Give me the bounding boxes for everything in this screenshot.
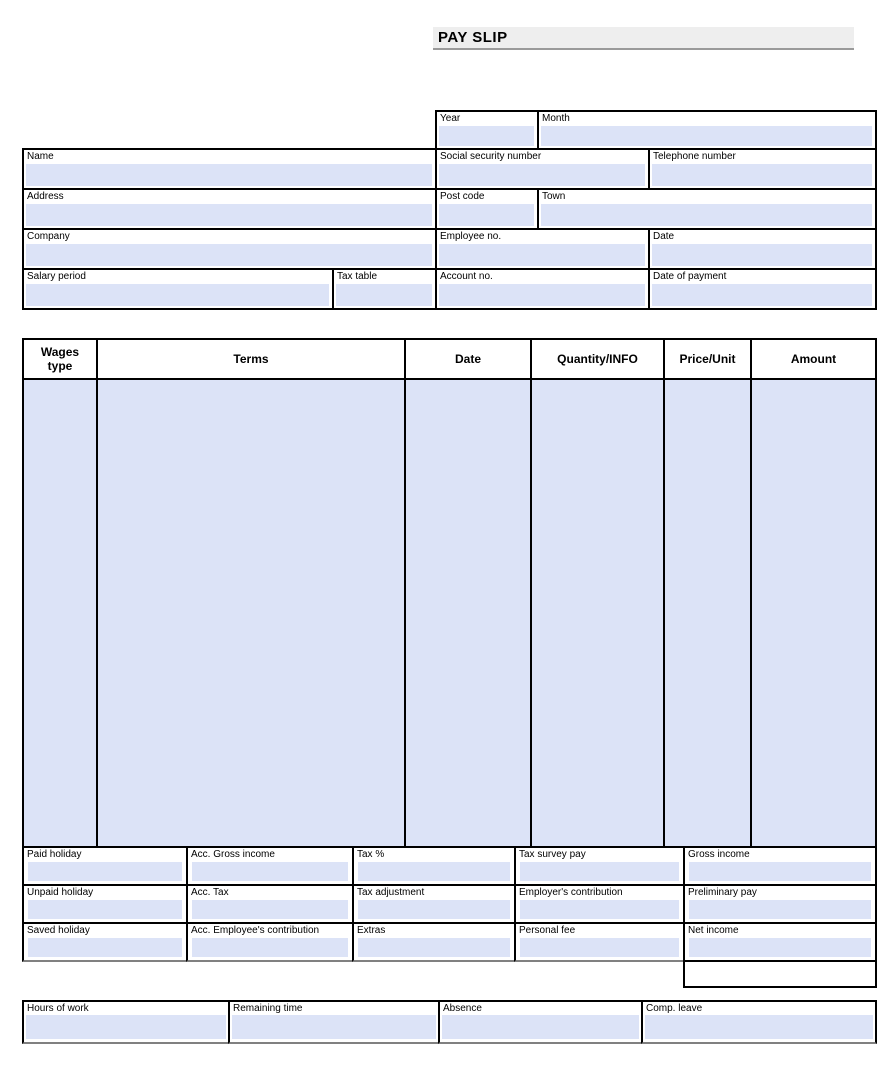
field-tax-adjustment — [352, 884, 516, 924]
field-hours-of-work — [22, 1000, 230, 1044]
field-town-label: Town — [542, 191, 566, 202]
field-acc-gross-income-input[interactable] — [192, 862, 348, 881]
field-tax-adjustment-input[interactable] — [358, 900, 510, 919]
field-comp-leave-input[interactable] — [645, 1015, 873, 1039]
field-acc-employees-contribution-input[interactable] — [192, 938, 348, 957]
header-quantity-info — [530, 338, 665, 380]
field-account-no — [435, 268, 650, 310]
field-post-code-label: Post code — [440, 191, 485, 202]
field-telephone-number — [648, 148, 877, 190]
field-company — [22, 228, 437, 270]
field-month-input[interactable] — [541, 126, 872, 146]
field-unpaid-holiday — [22, 884, 188, 924]
field-social-security-number — [435, 148, 650, 190]
field-town — [537, 188, 877, 230]
field-address-input[interactable] — [26, 204, 432, 226]
field-telephone-label: Telephone number — [653, 151, 736, 162]
field-post-code-input[interactable] — [439, 204, 534, 226]
field-ssn-label: Social security number — [440, 151, 542, 162]
field-hours-of-work-input[interactable] — [26, 1015, 226, 1039]
header-amount-label: Amount — [790, 352, 837, 366]
field-employers-contribution-label: Employer's contribution — [519, 887, 623, 898]
field-net-income-input[interactable] — [689, 938, 871, 957]
field-saved-holiday — [22, 922, 188, 962]
header-amount — [750, 338, 877, 380]
header-price-unit-label: Price/Unit — [679, 352, 736, 366]
field-employee-no-input[interactable] — [439, 244, 645, 266]
field-employee-no-label: Employee no. — [440, 231, 502, 242]
field-absence-input[interactable] — [442, 1015, 639, 1039]
field-preliminary-pay-label: Preliminary pay — [688, 887, 757, 898]
field-saved-holiday-input[interactable] — [28, 938, 182, 957]
field-date-input[interactable] — [652, 244, 872, 266]
table-column-price-unit-input[interactable] — [663, 378, 752, 848]
field-tax-table — [332, 268, 437, 310]
field-acc-tax-label: Acc. Tax — [191, 887, 229, 898]
field-personal-fee-label: Personal fee — [519, 925, 576, 936]
table-column-date-input[interactable] — [404, 378, 532, 848]
field-salary-period — [22, 268, 334, 310]
table-column-wages-type-input[interactable] — [22, 378, 98, 848]
field-remaining-time — [228, 1000, 440, 1044]
field-date-label: Date — [653, 231, 675, 242]
header-price-unit — [663, 338, 752, 380]
field-date — [648, 228, 877, 270]
field-net-income-label: Net income — [688, 925, 739, 936]
field-absence — [438, 1000, 643, 1044]
field-account-no-label: Account no. — [440, 271, 493, 282]
field-acc-gross-income — [186, 846, 354, 886]
field-saved-holiday-label: Saved holiday — [27, 925, 90, 936]
field-acc-tax — [186, 884, 354, 924]
field-acc-gross-income-label: Acc. Gross income — [191, 849, 275, 860]
page-title: PAY SLIP — [438, 29, 508, 46]
field-gross-income-label: Gross income — [688, 849, 750, 860]
field-net-income — [683, 922, 877, 962]
field-unpaid-holiday-label: Unpaid holiday — [27, 887, 94, 898]
table-column-amount-input[interactable] — [750, 378, 877, 848]
field-name-label: Name — [27, 151, 54, 162]
header-terms-label: Terms — [233, 352, 269, 366]
field-tax-pct-input[interactable] — [358, 862, 510, 881]
field-employers-contribution — [514, 884, 685, 924]
field-acc-tax-input[interactable] — [192, 900, 348, 919]
table-column-quantity-info-input[interactable] — [530, 378, 665, 848]
field-acc-employees-contribution — [186, 922, 354, 962]
field-gross-income-input[interactable] — [689, 862, 871, 881]
title-bar — [433, 27, 854, 50]
field-paid-holiday-input[interactable] — [28, 862, 182, 881]
field-preliminary-pay-input[interactable] — [689, 900, 871, 919]
table-column-terms-input[interactable] — [96, 378, 406, 848]
field-gross-income — [683, 846, 877, 886]
field-year-label: Year — [440, 113, 461, 124]
field-name-input[interactable] — [26, 164, 432, 186]
field-tax-table-label: Tax table — [337, 271, 378, 282]
field-salary-period-label: Salary period — [27, 271, 86, 282]
field-company-input[interactable] — [26, 244, 432, 266]
field-paid-holiday — [22, 846, 188, 886]
field-comp-leave — [641, 1000, 877, 1044]
header-date-label: Date — [454, 352, 481, 366]
field-telephone-input[interactable] — [652, 164, 872, 186]
header-wages-type-label: Wages type — [40, 345, 80, 373]
field-remaining-time-label: Remaining time — [233, 1003, 303, 1014]
field-post-code — [435, 188, 539, 230]
field-date-of-payment-input[interactable] — [652, 284, 872, 306]
field-extras-label: Extras — [357, 925, 386, 936]
field-extras-input[interactable] — [358, 938, 510, 957]
field-name — [22, 148, 437, 190]
field-tax-pct — [352, 846, 516, 886]
header-quantity-info-label: Quantity/INFO — [557, 352, 638, 366]
field-tax-pct-label: Tax % — [357, 849, 385, 860]
field-salary-period-input[interactable] — [26, 284, 329, 306]
field-address-label: Address — [27, 191, 64, 202]
field-personal-fee-input[interactable] — [520, 938, 679, 957]
field-personal-fee — [514, 922, 685, 962]
field-unpaid-holiday-input[interactable] — [28, 900, 182, 919]
field-acc-employees-contribution-label: Acc. Employee's contribution — [191, 925, 320, 936]
field-ssn-input[interactable] — [439, 164, 645, 186]
field-year-input[interactable] — [439, 126, 534, 146]
header-date — [404, 338, 532, 380]
field-comp-leave-label: Comp. leave — [646, 1003, 703, 1014]
field-absence-label: Absence — [443, 1003, 482, 1014]
field-tax-survey-pay-label: Tax survey pay — [519, 849, 586, 860]
field-account-no-input[interactable] — [439, 284, 645, 306]
header-wages-type — [22, 338, 98, 380]
field-remaining-time-input[interactable] — [232, 1015, 436, 1039]
field-tax-survey-pay-input[interactable] — [520, 862, 679, 881]
field-town-input[interactable] — [541, 204, 872, 226]
field-date-of-payment-label: Date of payment — [653, 271, 727, 282]
field-extras — [352, 922, 516, 962]
field-tax-table-input[interactable] — [336, 284, 432, 306]
net-income-extra-box[interactable] — [683, 960, 877, 988]
field-tax-adjustment-label: Tax adjustment — [357, 887, 425, 898]
field-tax-survey-pay — [514, 846, 685, 886]
field-month — [537, 110, 877, 150]
field-date-of-payment — [648, 268, 877, 310]
field-hours-of-work-label: Hours of work — [27, 1003, 89, 1014]
field-address — [22, 188, 437, 230]
field-paid-holiday-label: Paid holiday — [27, 849, 82, 860]
header-terms — [96, 338, 406, 380]
field-preliminary-pay — [683, 884, 877, 924]
field-employers-contribution-input[interactable] — [520, 900, 679, 919]
field-employee-no — [435, 228, 650, 270]
field-company-label: Company — [27, 231, 70, 242]
field-year — [435, 110, 539, 150]
field-month-label: Month — [542, 113, 570, 124]
